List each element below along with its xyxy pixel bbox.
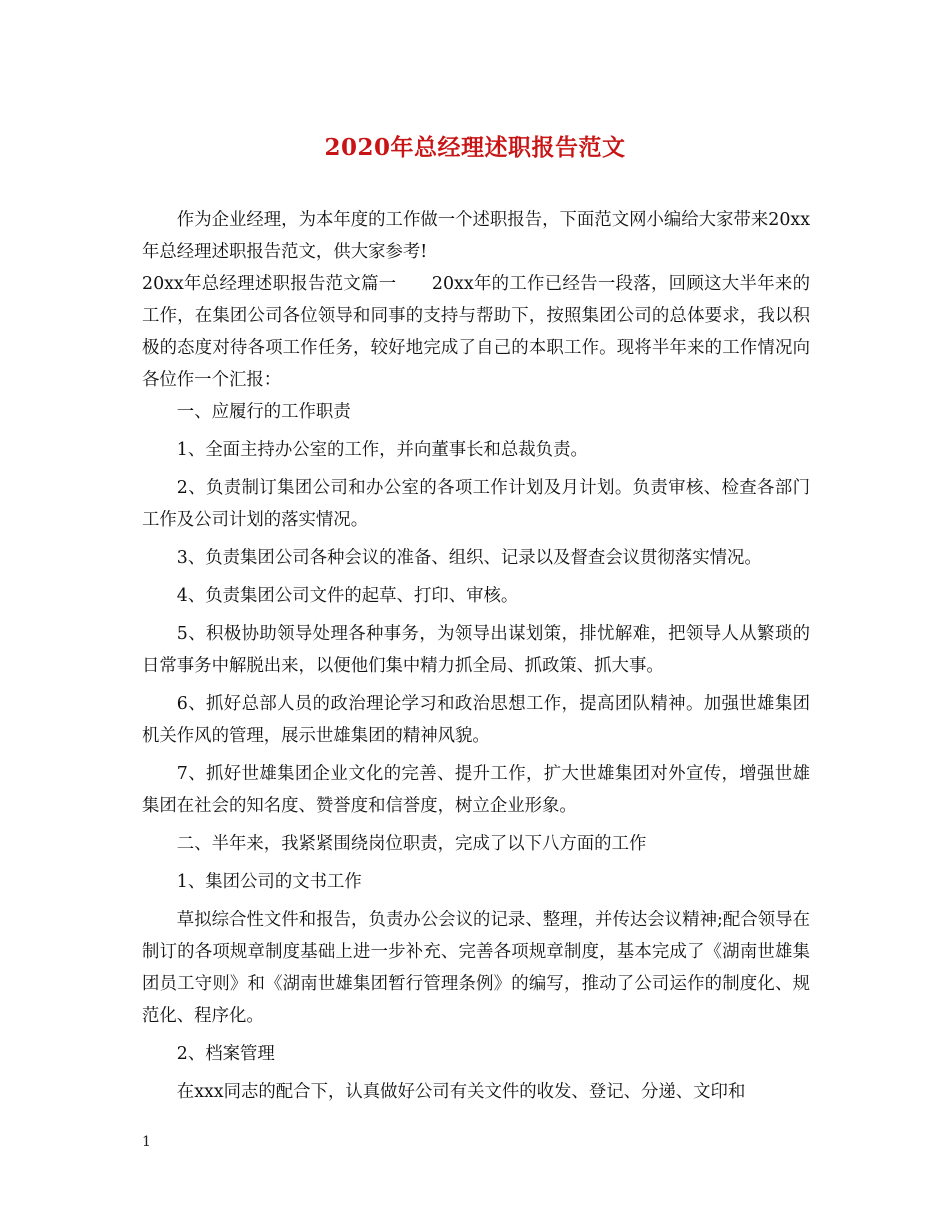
document-title: 2020年总经理述职报告范文 — [324, 134, 626, 161]
work-item-2-heading: 2、档案管理 — [176, 1044, 275, 1064]
duty-item-4: 4、负责集团公司文件的起草、打印、审核。 — [176, 586, 519, 606]
heading-work-done: 二、半年来，我紧紧围绕岗位职责，完成了以下八方面的工作 — [176, 834, 647, 854]
work-item-1-heading: 1、集团公司的文书工作 — [176, 872, 362, 892]
document-body — [142, 204, 810, 1114]
paragraph-section-opening: 20xx年总经理述职报告范文篇一 20xx年的工作已经告一段落，回顾这大半年来的工作，在集团公司各位领导和同事的支持与帮助下，按照集团公司的总体要求，我以积极的态度对待各项工作任务，较好地完成了自己的本职工作。现将半年来的工作情况向各位作一个汇报： — [142, 274, 810, 390]
paragraph-intro: 作为企业经理，为本年度的工作做一个述职报告，下面范文网小编给大家带来20xx年总经理述职报告范文，供大家参考! — [142, 210, 810, 262]
work-item-1-body: 草拟综合性文件和报告，负责办公会议的记录、整理，并传达会议精神;配合领导在制订的各项规章制度基础上进一步补充、完善各项规章制度，基本完成了《湖南世雄集团员工守则》和《湖南世雄集团暂行管理条例》的编写，推动了公司运作的制度化、规范化、程序化。 — [142, 910, 810, 1026]
duty-item-5: 5、积极协助领导处理各种事务，为领导出谋划策，排忧解难，把领导人从繁琐的日常事务中解脱出来，以便他们集中精力抓全局、抓政策、抓大事。 — [142, 624, 810, 676]
duty-item-1: 1、全面主持办公室的工作，并向董事长和总裁负责。 — [176, 440, 588, 460]
duty-item-6: 6、抓好总部人员的政治理论学习和政治思想工作，提高团队精神。加强世雄集团机关作风的管理，展示世雄集团的精神风貌。 — [142, 694, 810, 746]
page-number: 1 — [142, 1134, 151, 1150]
duty-item-2: 2、负责制订集团公司和办公室的各项工作计划及月计划。负责审核、检查各部门工作及公司计划的落实情况。 — [142, 478, 810, 530]
work-item-2-body: 在xxx同志的配合下，认真做好公司有关文件的收发、登记、分递、文印和 — [176, 1082, 746, 1102]
heading-duties: 一、应履行的工作职责 — [176, 402, 351, 422]
duty-item-3: 3、负责集团公司各种会议的准备、组织、记录以及督查会议贯彻落实情况。 — [176, 548, 762, 568]
duty-item-7: 7、抓好世雄集团企业文化的完善、提升工作，扩大世雄集团对外宣传，增强世雄集团在社会的知名度、赞誉度和信誉度，树立企业形象。 — [142, 764, 810, 816]
